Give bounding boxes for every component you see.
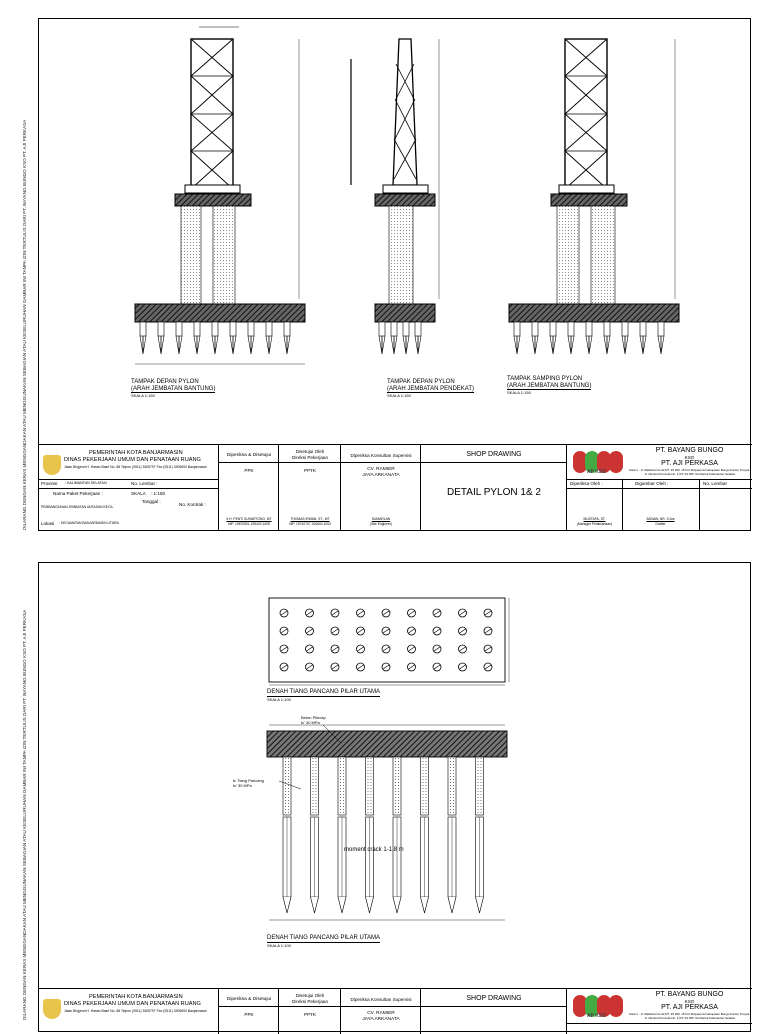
paket-label: Nama Paket Pekerjaan : (53, 491, 103, 496)
ppk-name: Ir.H. PENTI SUHARTONO, MT (226, 517, 272, 521)
pile-plan-marker (280, 645, 288, 653)
pptk-nip: NIP. 19740707 200604 1003 (289, 522, 331, 526)
skala-label: SKALA (131, 491, 146, 496)
pile-section-member (421, 757, 429, 913)
col-disetujui-label-2: Disetujui Oleh (295, 993, 325, 998)
col-konsultan (341, 445, 421, 531)
company-name-2: PT. AJI PERKASA (661, 460, 718, 467)
pile-plan-marker (306, 645, 314, 653)
pile-plan-marker (484, 627, 492, 635)
ppk-nip: NIP. 19670501 199403 1005 (228, 522, 270, 526)
pylon-side-view (509, 39, 679, 354)
contractor-block-2 (567, 989, 752, 1034)
col-diperiksa-label: Diperiksa & Disetujui (226, 453, 272, 458)
bap-logo: AP KSO (573, 449, 627, 475)
pile-plan-marker (382, 609, 390, 617)
title-block-1 (39, 444, 752, 531)
pile-section-member (366, 757, 374, 913)
gov-name-1: PEMERINTAH KOTA BANJARMASIN (89, 450, 183, 456)
pile-plan-marker (408, 627, 416, 635)
gov-name-2b: DINAS PEKERJAAN UMUM DAN PENATAAN RUANG (64, 1001, 201, 1007)
company-name-2b: PT. AJI PERKASA (661, 1004, 718, 1011)
pile-plan-marker (331, 645, 339, 653)
pile-plan-marker (280, 663, 288, 671)
col-diperiksa-label-2: Diperiksa & Disetujui (226, 997, 272, 1002)
gov-name-2: DINAS PEKERJAAN UMUM DAN PENATAAN RUANG (64, 457, 201, 463)
col-pptk (279, 445, 341, 531)
checker-name: MUSTAFA, ST. (583, 517, 606, 521)
pile-section-member (448, 757, 456, 913)
pile-plan-marker (459, 627, 467, 635)
gov-address: Jalan Brigjend H. Hasan Basri No. 68 Telpon (0511) 3305797 Fax (0511) 3305694 Banjarmasin (64, 465, 207, 469)
pile-plan-marker (459, 645, 467, 653)
pylon-front-view-pendekat (351, 39, 439, 354)
pile-plan-marker (459, 663, 467, 671)
pile-plan-marker (459, 609, 467, 617)
side-note-2: DILARANG DENGAN KERAS MENGGANDAKAN ATAU MENGGUNAKAN SEBAGIAN ATAU KESELURUHAN GAMBAR INI TANPA IZIN TERTULIS DARI PT. BAYANG BUNGO KSO PT. AJI PERKASA (22, 609, 27, 1020)
company-address-2: Kantor : Jl. Mahkota No.22 RT. 25 RW. 15 Kel.Mulyapura Kabupaten Bungo Kantor Proyek : Jl. Menteri Pemuda No. 1 RT. 04 RW. 02 Manuk Kalimantan Selatan (629, 1012, 751, 1020)
client-block-2 (39, 989, 219, 1034)
pile-plan-marker (484, 663, 492, 671)
pile-plan-marker (408, 609, 416, 617)
lokasi-label: Lokasi (41, 521, 55, 526)
pile-plan-marker (357, 627, 365, 635)
pile-section-view (267, 725, 507, 920)
pile-plan-marker (306, 609, 314, 617)
pile-plan-marker (306, 663, 314, 671)
company-address: Kantor : Jl. Mahkota No.22 RT. 25 RW. 15 Kel.Mulyapura Kabupaten Bungo Kantor Proyek : Jl. Menteri Pemuda No. 1 RT. 04 RW. 02 Manuk Kalimantan Selatan (629, 468, 751, 476)
col-direksi-label: Direksi Pekerjaan (292, 455, 328, 460)
pile-concrete-strength: fc' 30 MPa (233, 783, 252, 788)
bap-logo-2: AP KSO (573, 993, 627, 1019)
view2-caption: TAMPAK DEPAN PYLON (ARAH JEMBATAN PENDEKAT) SKALA 1:150 (387, 379, 475, 398)
company-name-1b: PT. BAYANG BUNGO (655, 991, 724, 998)
konsultan-name-2b: JAYA ARKANATA (362, 1017, 400, 1022)
pile-section-member (311, 757, 319, 913)
gov-address-2: Jalan Brigjend H. Hasan Basri No. 68 Telpon (0511) 3305797 Fax (0511) 3305694 Banjarmasin (64, 1009, 207, 1013)
pile-plan-marker (280, 609, 288, 617)
side-note-1: DILARANG DENGAN KERAS MENGGANDAKAN ATAU MENGGUNAKAN SEBAGIAN ATAU KESELURUHAN GAMBAR INI TANPA IZIN TERTULIS DARI PT. BAYANG BUNGO KSO PT. AJI PERKASA (22, 119, 27, 530)
pile-section-member (338, 757, 346, 913)
pile-plan-marker (331, 663, 339, 671)
pile-section-member (283, 757, 291, 913)
konsultan-name-1: CV. RAMIER (367, 467, 395, 472)
pile-plan-marker (280, 627, 288, 635)
drawing-title: DETAIL PYLON 1& 2 (447, 487, 541, 498)
pile-plan-marker (433, 645, 441, 653)
tanggal: Tanggal : (142, 499, 161, 504)
title-block-2 (39, 988, 752, 1034)
pile-plan-marker (382, 627, 390, 635)
pile-plan-marker (433, 627, 441, 635)
pile-plan-marker (433, 609, 441, 617)
plan-caption: DENAH TIANG PANCANG PILAR UTAMA SKALA 1:100 (267, 689, 381, 702)
no-kontrak: No. Kontrak : (179, 502, 206, 507)
moment-crack-note: moment crack 1-1.8 m (344, 847, 404, 853)
pptk-label-2: PPTK (304, 1012, 316, 1017)
drawing-sheet-2 (38, 562, 751, 1032)
pile-plan-marker (433, 663, 441, 671)
pile-concrete-label: fc Tiang Pancang (233, 778, 264, 783)
beton-label: Beton Pilecap (301, 715, 326, 720)
beton-strength: fc' 30 MPa (301, 720, 320, 725)
ppk-label-2: PPK (244, 1012, 254, 1017)
provinsi-label: Provinsi (41, 481, 58, 486)
pile-plan-marker (382, 645, 390, 653)
drafter-name: ADNAN, NR. S.Ars (646, 517, 675, 521)
pemkot-logo (43, 455, 61, 475)
checker-role: (Manager Pelaksanaan) (576, 522, 613, 526)
drawing-title-block-2 (421, 989, 567, 1034)
konsultan-name-1b: CV. RAMIER (367, 1011, 395, 1016)
col-ppk (219, 445, 279, 531)
drawing-sheet-1 (38, 18, 751, 531)
lokasi-value: : KECAMATAN BANJARMASIN UTARA (59, 521, 119, 525)
pile-plan-marker (357, 663, 365, 671)
company-name-1: PT. BAYANG BUNGO (655, 447, 724, 454)
ppk-label: PPK (244, 468, 254, 473)
no-lembar: No. Lembar : (131, 481, 158, 486)
pile-plan-marker (484, 645, 492, 653)
pile-section-member (393, 757, 401, 913)
pptk-label: PPTK (304, 468, 316, 473)
view1-caption: TAMPAK DEPAN PYLON (ARAH JEMBATAN BANTUNG) SKALA 1:150 (131, 379, 216, 398)
pile-plan-marker (357, 645, 365, 653)
gov-name-1b: PEMERINTAH KOTA BANJARMASIN (89, 994, 183, 1000)
shop-drawing-label-2: SHOP DRAWING (466, 995, 522, 1002)
col-konsultan-2 (341, 989, 421, 1034)
diperiksa-oleh: Diperiksa Oleh : (570, 481, 603, 486)
digambar-oleh: Digambar Oleh : (635, 481, 669, 486)
pemkot-logo-2 (43, 999, 61, 1019)
pile-plan-drawing (39, 563, 752, 988)
pile-plan-marker (331, 627, 339, 635)
col-ppk-2 (219, 989, 279, 1034)
col-disetujui-label: Disetujui Oleh (295, 449, 325, 454)
konsultan-role: (Site Engineer) (370, 522, 392, 526)
pile-plan-marker (408, 645, 416, 653)
col-konsultan-label-2: Diperiksa Konsultan Supervisi (350, 997, 412, 1002)
contractor-block (567, 445, 752, 531)
pile-plan-marker (382, 663, 390, 671)
pile-plan-view (269, 598, 509, 685)
col-pptk-2 (279, 989, 341, 1034)
pile-plan-marker (331, 609, 339, 617)
shop-drawing-label: SHOP DRAWING (466, 451, 522, 458)
drawing-title-block (421, 445, 567, 531)
col-direksi-label-2: Direksi Pekerjaan (292, 999, 328, 1004)
drafter-role: Drafter (655, 522, 666, 526)
kso-label-2: KSO (684, 999, 695, 1004)
kso-label: KSO (684, 455, 695, 460)
view3-caption: TAMPAK SAMPING PYLON (ARAH JEMBATAN BANTUNG) SKALA 1:150 (507, 376, 592, 395)
no-lembar-2: No. Lembar (703, 481, 728, 486)
pile-plan-marker (357, 609, 365, 617)
paket-value: PEMBANGUNAN JEMBATAN ANTASAN KECIL (41, 505, 114, 509)
col-konsultan-label: Diperiksa Konsultan Supervisi (350, 453, 412, 458)
pptk-name: THOMAS IRWAN, ST., MT (290, 517, 330, 521)
section-caption: DENAH TIANG PANCANG PILAR UTAMA SKALA 1:100 (267, 935, 381, 948)
pile-plan-marker (408, 663, 416, 671)
pile-section-member (476, 757, 484, 913)
pile-plan-marker (306, 627, 314, 635)
skala-value: : 1:150 (151, 491, 166, 496)
provinsi-value: : KALIMANTAN SELATAN (65, 481, 107, 485)
pylon-front-view-bantung (135, 27, 305, 364)
konsultan-name-2: JAYA ARKANATA (362, 473, 400, 478)
konsultan-person: SUMARLAN (371, 517, 391, 521)
pile-plan-marker (484, 609, 492, 617)
